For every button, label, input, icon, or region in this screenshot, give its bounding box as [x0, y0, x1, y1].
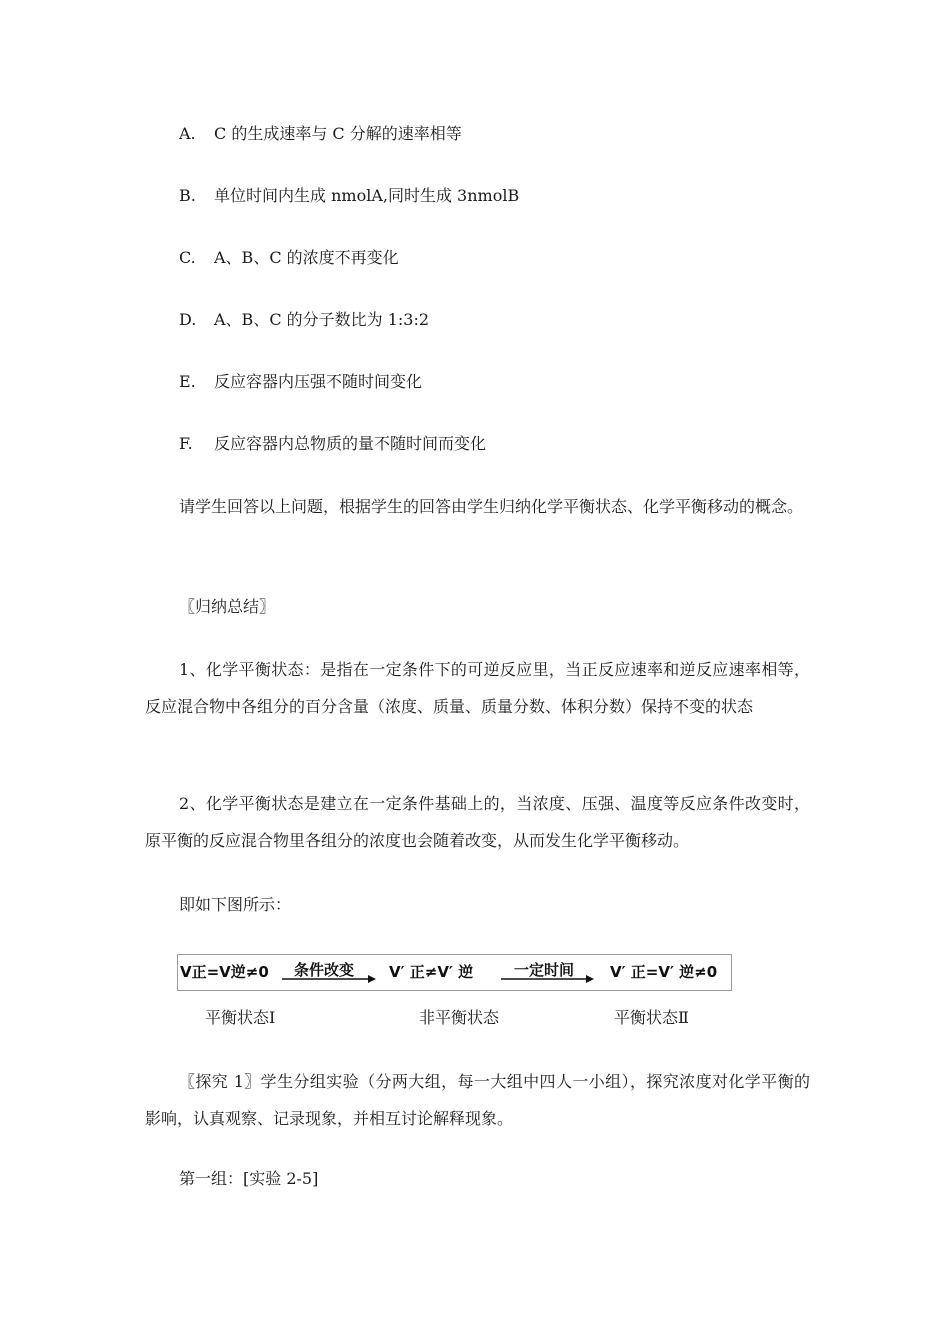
state-equilibrium-1-rate: V正=V逆≠0: [180, 963, 269, 981]
option-c: [179, 246, 399, 270]
group1-label: 第一组：[实验 2-5]: [179, 1169, 319, 1188]
option-text: A、B、C 的浓度不再变化: [214, 248, 399, 267]
option-text: C 的生成速率与 C 分解的速率相等: [214, 124, 462, 143]
figure-intro: 即如下图所示：: [179, 895, 292, 914]
summary-heading: 〖归纳总结〗: [179, 597, 276, 616]
option-text: 反应容器内总物质的量不随时间而变化: [214, 434, 487, 453]
option-letter: C.: [179, 248, 196, 267]
option-letter: F.: [179, 434, 193, 453]
arrow-label-condition-change: 条件改变: [294, 961, 355, 979]
equilibrium-diagram: [177, 954, 732, 991]
caption-nonequilibrium: 非平衡状态: [419, 1008, 500, 1027]
option-e: [179, 370, 422, 394]
explore-paragraph: 〖探究 1〗学生分组实验（分两大组，每一大组中四人一小组），探究浓度对化学平衡的影响，认真观察、记录现象，并相互讨论解释现象。: [145, 1072, 810, 1128]
option-text: 单位时间内生成 nmolA,同时生成 3nmolB: [214, 186, 520, 205]
definition-point-1: 1、化学平衡状态：是指在一定条件下的可逆反应里，当正反应速率和逆反应速率相等，反应混合物中各组分的百分含量（浓度、质量、质量分数、体积分数）保持不变的状态: [145, 660, 810, 716]
option-letter: D.: [179, 310, 197, 329]
option-text: 反应容器内压强不随时间变化: [214, 372, 423, 391]
definition-point-2: 2、化学平衡状态是建立在一定条件基础上的，当浓度、压强、温度等反应条件改变时，原平衡的反应混合物里各组分的浓度也会随着改变，从而发生化学平衡移动。: [145, 794, 810, 850]
option-b: [179, 184, 519, 208]
state-equilibrium-2-rate: V′ 正=V′ 逆≠0: [610, 963, 718, 981]
option-text: A、B、C 的分子数比为 1:3:2: [214, 310, 430, 329]
option-d: [179, 308, 429, 332]
option-f: [179, 432, 486, 456]
caption-equilibrium-2: 平衡状态Ⅱ: [614, 1008, 689, 1027]
option-a: [179, 122, 462, 146]
intro-paragraph: 请学生回答以上问题，根据学生的回答由学生归纳化学平衡状态、化学平衡移动的概念。: [179, 497, 804, 516]
option-letter: E.: [179, 372, 196, 391]
option-letter: A.: [179, 124, 196, 143]
option-letter: B.: [179, 186, 196, 205]
state-nonequilibrium-rate: V′ 正≠V′ 逆: [389, 963, 474, 981]
arrow-label-certain-time: 一定时间: [514, 961, 575, 979]
caption-equilibrium-1: 平衡状态Ⅰ: [205, 1008, 276, 1027]
